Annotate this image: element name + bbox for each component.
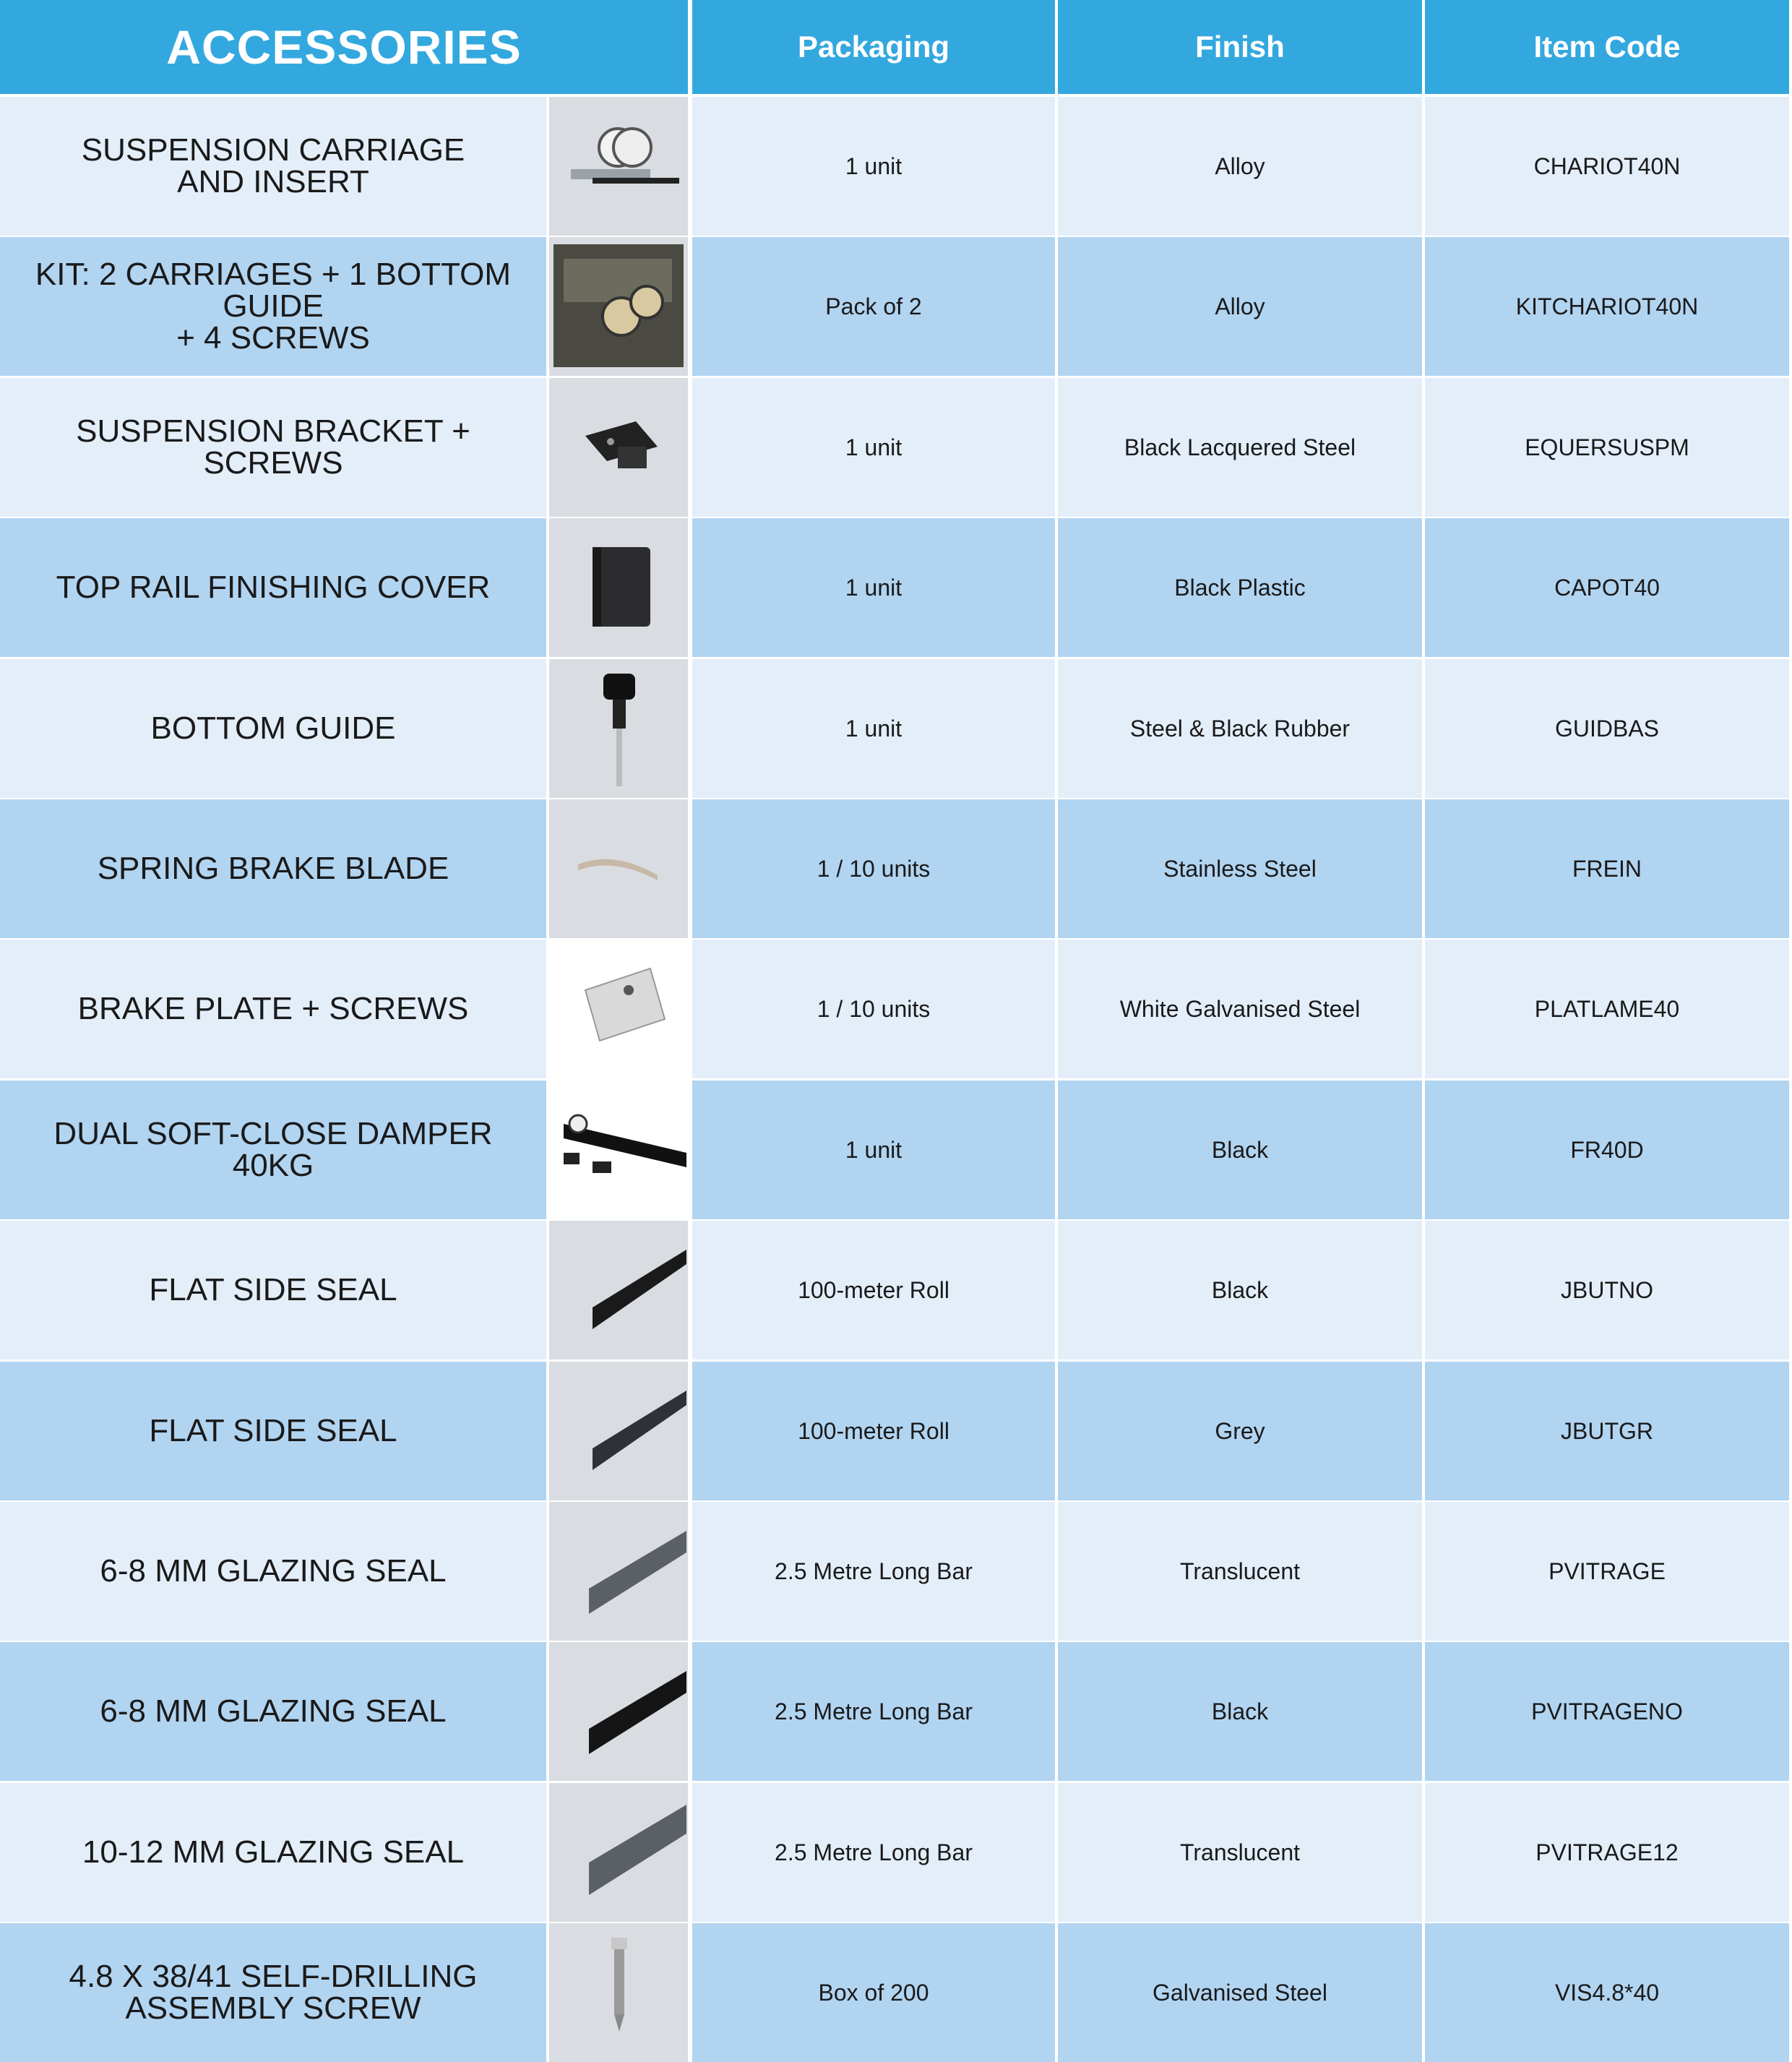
item-code-value: VIS4.8*40 (1425, 1923, 1789, 2062)
brake-plate-icon (549, 940, 688, 1078)
item-name: 6-8 MM GLAZING SEAL (0, 1502, 546, 1641)
item-name: 4.8 X 38/41 SELF-DRILLING ASSEMBLY SCREW (0, 1923, 546, 2062)
item-name: FLAT SIDE SEAL (0, 1362, 546, 1500)
packaging-header: Packaging (692, 0, 1055, 94)
finish-value: Alloy (1058, 237, 1422, 376)
finish-value: Black (1058, 1221, 1422, 1359)
packaging-value: 2.5 Metre Long Bar (692, 1502, 1055, 1641)
item-name: BRAKE PLATE + SCREWS (0, 940, 546, 1078)
item-name: KIT: 2 CARRIAGES + 1 BOTTOM GUIDE + 4 SCREWS (0, 237, 546, 376)
finish-value: Alloy (1058, 97, 1422, 236)
packaging-value: 100-meter Roll (692, 1362, 1055, 1500)
suspension-carriage-icon (549, 97, 688, 236)
table-row (0, 940, 1792, 1078)
packaging-value: 1 unit (692, 659, 1055, 798)
glazing-seal-black-icon (549, 1642, 688, 1781)
finish-value: Stainless Steel (1058, 799, 1422, 938)
item-code-value: EQUERSUSPM (1425, 378, 1789, 517)
table-row (0, 1081, 1792, 1219)
item-name: FLAT SIDE SEAL (0, 1221, 546, 1359)
table-row (0, 378, 1792, 517)
bracket-icon (549, 378, 688, 517)
packaging-value: 1 / 10 units (692, 799, 1055, 938)
table-row (0, 1502, 1792, 1641)
table-row (0, 1362, 1792, 1500)
carriage-kit-icon (549, 237, 688, 376)
finish-value: Grey (1058, 1362, 1422, 1500)
item-code-value: PVITRAGE (1425, 1502, 1789, 1641)
bottom-guide-icon (549, 659, 688, 798)
item-name: TOP RAIL FINISHING COVER (0, 518, 546, 657)
glazing-seal-wide-icon (549, 1783, 688, 1922)
item-code-value: CAPOT40 (1425, 518, 1789, 657)
table-row (0, 518, 1792, 657)
item-name: SPRING BRAKE BLADE (0, 799, 546, 938)
item-code-value: GUIDBAS (1425, 659, 1789, 798)
packaging-value: 100-meter Roll (692, 1221, 1055, 1359)
table-header (0, 0, 1792, 95)
finish-header: Finish (1058, 0, 1422, 94)
finish-value: Black Lacquered Steel (1058, 378, 1422, 517)
item-code-value: PVITRAGENO (1425, 1642, 1789, 1781)
item-code-value: FREIN (1425, 799, 1789, 938)
table-row (0, 659, 1792, 798)
damper-icon (549, 1081, 688, 1219)
side-seal-black-icon (549, 1221, 688, 1359)
packaging-value: Box of 200 (692, 1923, 1055, 2062)
finish-value: Steel & Black Rubber (1058, 659, 1422, 798)
finish-value: Translucent (1058, 1783, 1422, 1922)
finish-value: Galvanised Steel (1058, 1923, 1422, 2062)
table-title: ACCESSORIES (0, 0, 688, 94)
item-code-value: FR40D (1425, 1081, 1789, 1219)
packaging-value: 1 unit (692, 1081, 1055, 1219)
screw-icon (549, 1923, 688, 2062)
packaging-value: 1 / 10 units (692, 940, 1055, 1078)
rail-cover-icon (549, 518, 688, 657)
item-code-value: JBUTGR (1425, 1362, 1789, 1500)
item-name: 10-12 MM GLAZING SEAL (0, 1783, 546, 1922)
table-row (0, 1783, 1792, 1922)
brake-blade-icon (549, 799, 688, 938)
item-code-value: CHARIOT40N (1425, 97, 1789, 236)
packaging-value: Pack of 2 (692, 237, 1055, 376)
packaging-value: 2.5 Metre Long Bar (692, 1642, 1055, 1781)
side-seal-grey-icon (549, 1362, 688, 1500)
finish-value: Black Plastic (1058, 518, 1422, 657)
item-name: BOTTOM GUIDE (0, 659, 546, 798)
item-name: 6-8 MM GLAZING SEAL (0, 1642, 546, 1781)
item-code-value: PLATLAME40 (1425, 940, 1789, 1078)
item-code-value: KITCHARIOT40N (1425, 237, 1789, 376)
finish-value: Black (1058, 1081, 1422, 1219)
finish-value: White Galvanised Steel (1058, 940, 1422, 1078)
packaging-value: 1 unit (692, 97, 1055, 236)
packaging-value: 1 unit (692, 518, 1055, 657)
table-row (0, 799, 1792, 938)
table-row (0, 1923, 1792, 2062)
item-name: DUAL SOFT-CLOSE DAMPER 40KG (0, 1081, 546, 1219)
glazing-seal-translucent-icon (549, 1502, 688, 1641)
item-code-value: PVITRAGE12 (1425, 1783, 1789, 1922)
table-row (0, 97, 1792, 236)
packaging-value: 1 unit (692, 378, 1055, 517)
item-name: SUSPENSION BRACKET + SCREWS (0, 378, 546, 517)
item-code-header: Item Code (1425, 0, 1789, 94)
item-code-value: JBUTNO (1425, 1221, 1789, 1359)
item-name: SUSPENSION CARRIAGE AND INSERT (0, 97, 546, 236)
table-row (0, 237, 1792, 376)
finish-value: Translucent (1058, 1502, 1422, 1641)
table-row (0, 1221, 1792, 1359)
table-row (0, 1642, 1792, 1781)
finish-value: Black (1058, 1642, 1422, 1781)
packaging-value: 2.5 Metre Long Bar (692, 1783, 1055, 1922)
